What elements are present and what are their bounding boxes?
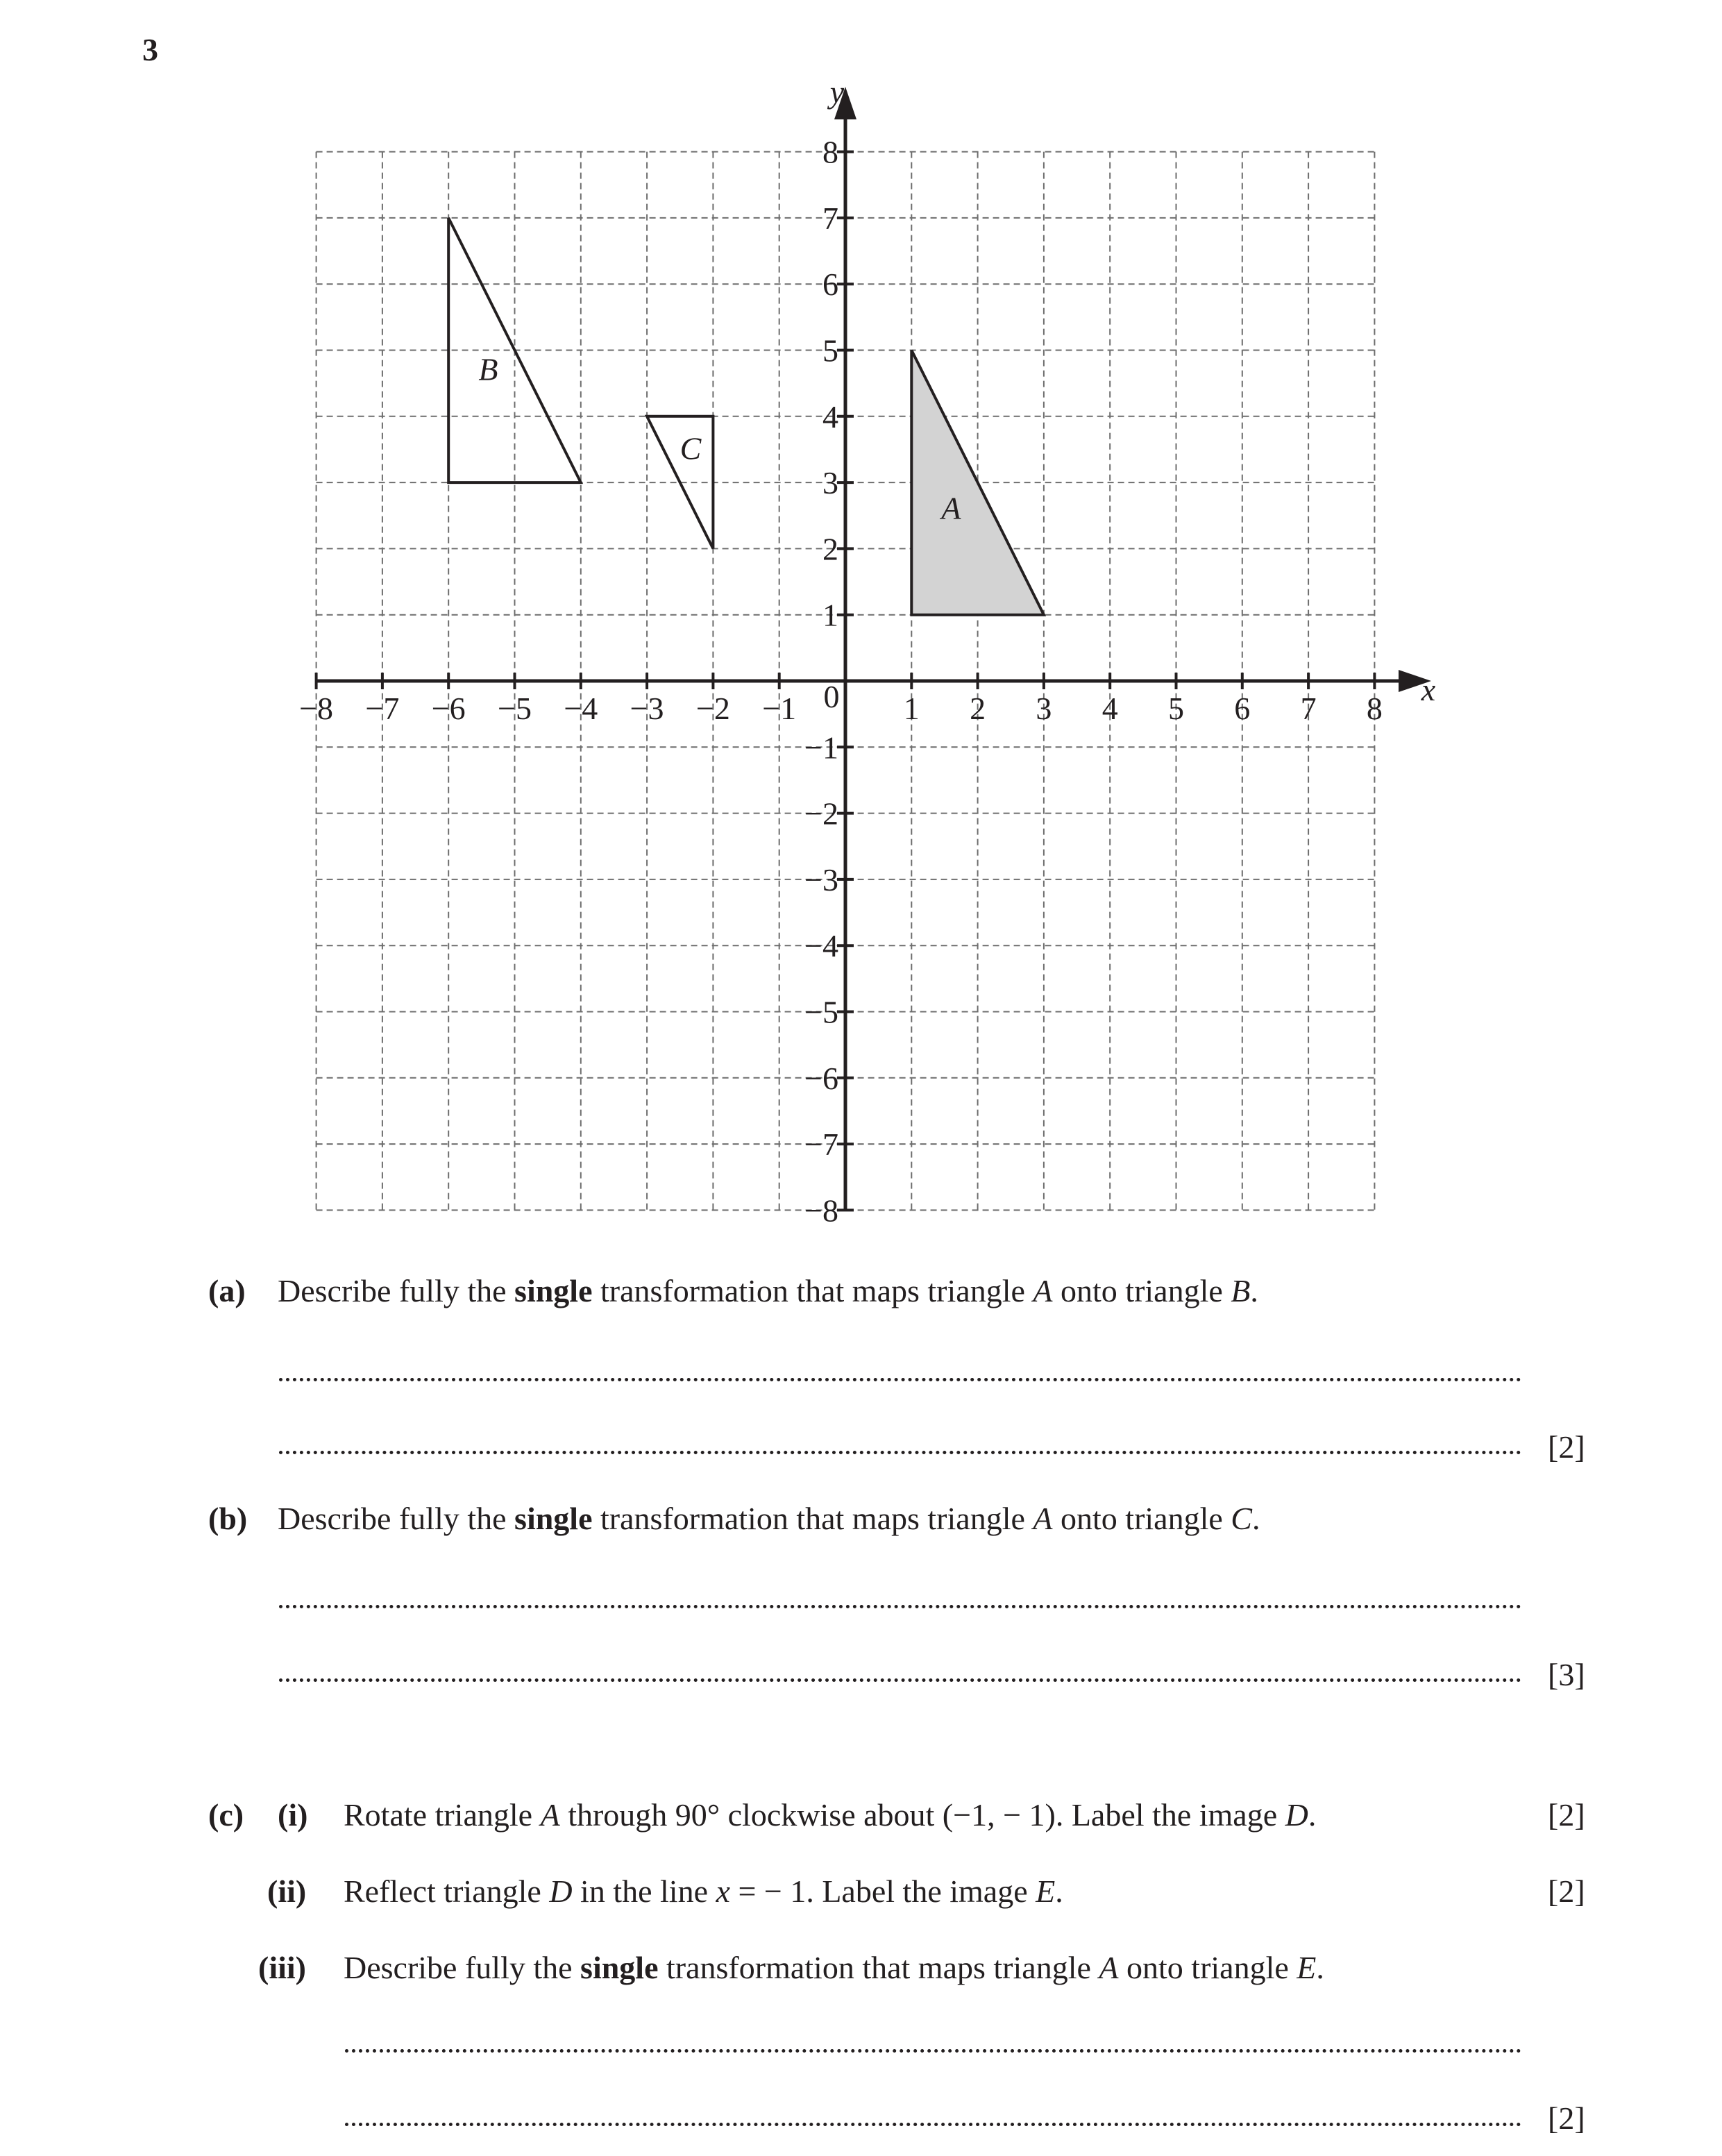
x-tick-label: −4 (564, 691, 598, 726)
x-tick-label: 4 (1101, 691, 1118, 726)
part-c-label: (c) (208, 1797, 244, 1833)
y-tick-label: 2 (822, 531, 838, 567)
x-tick-label: 6 (1234, 691, 1251, 726)
part-a-marks: [2] (1548, 1429, 1585, 1465)
part-c-i-marks: [2] (1548, 1797, 1585, 1833)
answer-line-b1[interactable] (279, 1605, 1521, 1608)
part-b-question: (b) Describe fully the single transformation that maps triangle A onto triangle C. (208, 1498, 1260, 1540)
y-tick-label: 8 (822, 134, 838, 170)
x-axis-label: x (1421, 672, 1436, 707)
part-c-i-label: (i) (278, 1797, 308, 1833)
x-tick-label: −7 (365, 691, 400, 726)
y-tick-label: 5 (822, 332, 838, 369)
part-c-ii-question: (ii) Reflect triangle D in the line x = − 1. Label the image E. (267, 1871, 1063, 1912)
answer-line-a1[interactable] (279, 1378, 1521, 1381)
y-tick-label: −3 (804, 861, 838, 898)
answer-line-c-iii-2[interactable] (345, 2123, 1521, 2126)
y-tick-label: −2 (804, 795, 838, 832)
x-tick-label: 8 (1366, 691, 1383, 726)
y-tick-label: −4 (804, 928, 838, 964)
y-tick-label: 6 (822, 267, 838, 303)
x-tick-label: 3 (1036, 691, 1052, 726)
y-tick-label: −7 (804, 1127, 838, 1163)
answer-line-b2[interactable] (279, 1678, 1521, 1682)
part-b-marks: [3] (1548, 1657, 1585, 1692)
part-c-ii-marks: [2] (1548, 1873, 1585, 1909)
y-tick-label: −8 (804, 1193, 838, 1222)
part-c-iii-marks: [2] (1548, 2100, 1585, 2136)
triangle-a (911, 351, 1044, 615)
y-tick-label: 7 (822, 200, 838, 236)
x-tick-label: −6 (431, 691, 466, 726)
x-tick-label: −5 (498, 691, 532, 726)
part-b-label: (b) (208, 1501, 248, 1536)
origin-label: 0 (823, 679, 840, 714)
x-tick-label: −8 (299, 691, 334, 726)
x-tick-label: 7 (1300, 691, 1317, 726)
y-tick-label: 4 (822, 398, 838, 435)
x-tick-label: 2 (970, 691, 986, 726)
triangle-a-label: A (941, 490, 961, 526)
answer-line-c-iii-1[interactable] (345, 2049, 1521, 2053)
y-tick-label: −1 (804, 730, 838, 766)
y-axis-label: y (829, 74, 845, 110)
triangle-b-label: B (478, 351, 498, 387)
part-a-label: (a) (208, 1273, 246, 1308)
y-tick-label: −6 (804, 1060, 838, 1096)
part-c-ii-label: (ii) (267, 1873, 307, 1909)
question-number: 3 (142, 32, 158, 67)
triangle-c-label: C (679, 430, 702, 466)
part-c-iii-label: (iii) (258, 1950, 306, 1985)
x-tick-label: −1 (762, 691, 797, 726)
y-tick-label: −5 (804, 994, 838, 1030)
y-tick-label: 3 (822, 465, 838, 501)
part-c-iii-question: (iii) Describe fully the single transformation that maps triangle A onto triangle E. (258, 1947, 1324, 1989)
answer-line-a2[interactable] (279, 1451, 1521, 1454)
part-a-question: (a) Describe fully the single transformation that maps triangle A onto triangle B. (208, 1270, 1258, 1312)
y-tick-label: 1 (822, 597, 838, 633)
x-tick-label: 1 (903, 691, 920, 726)
x-tick-label: 5 (1168, 691, 1184, 726)
part-c-i-question: (c) (i) Rotate triangle A through 90° clockwise about (−1, − 1). Label the image D. (208, 1794, 1316, 1836)
x-tick-label: −2 (695, 691, 730, 726)
x-tick-label: −3 (630, 691, 664, 726)
